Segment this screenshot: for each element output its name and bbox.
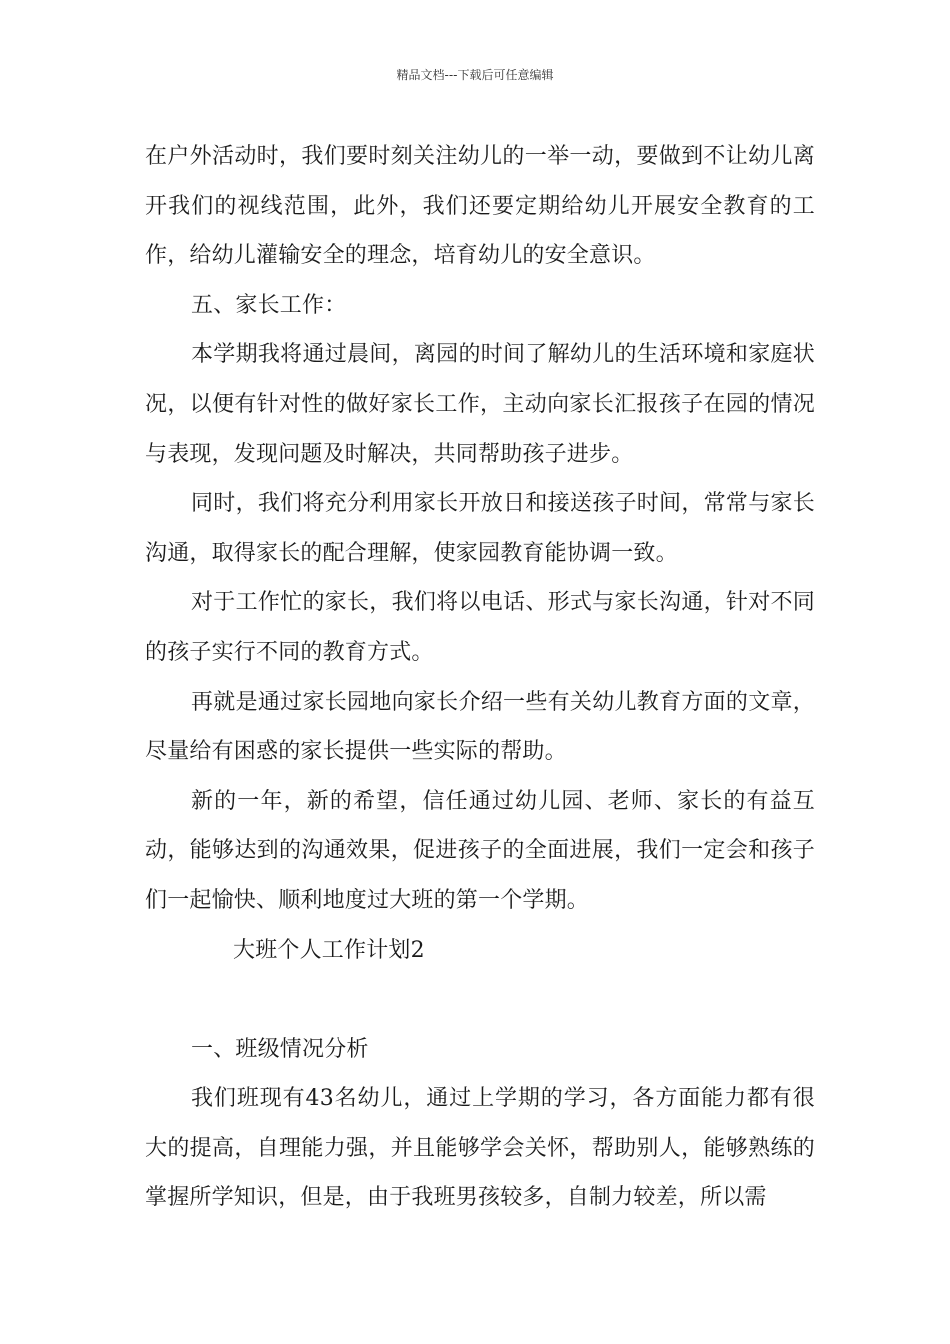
paragraph-parent-work-2: 同时，我们将充分利用家长开放日和接送孩子时间，常常与家长沟通，取得家长的配合理解，使家园教育能协调一致。	[145, 491, 815, 566]
paragraph-parent-work-3: 对于工作忙的家长，我们将以电话、形式与家长沟通，针对不同的孩子实行不同的教育方式。	[145, 590, 815, 665]
blank-line	[145, 975, 815, 1025]
paragraph-new-year: 新的一年，新的希望，信任通过幼儿园、老师、家长的有益互动，能够达到的沟通效果，促进孩子的全面进展，我们一定会和孩子们一起愉快、顺利地度过大班的第一个学期。	[145, 788, 815, 913]
paragraph-parent-work-1: 本学期我将通过晨间，离园的时间了解幼儿的生活环境和家庭状况，以便有针对性的做好家长工作，主动向家长汇报孩子在园的情况与表现，发现问题及时解决，共同帮助孩子进步。	[145, 342, 815, 467]
document-body	[145, 132, 815, 1223]
paragraph-parent-work-4: 再就是通过家长园地向家长介绍一些有关幼儿教育方面的文章，尽量给有困惑的家长提供一些实际的帮助。	[145, 689, 815, 765]
document-title-plan-2: 大班个人工作计划2	[233, 937, 425, 963]
page-header: 精品文档---下载后可任意编辑	[396, 68, 554, 82]
paragraph-safety-continued: 在户外活动时，我们要时刻关注幼儿的一举一动，要做到不让幼儿离开我们的视线范围，此外，我们还要定期给幼儿开展安全教育的工作，给幼儿灌输安全的理念，培育幼儿的安全意识。	[145, 144, 815, 269]
paragraph-class-analysis: 我们班现有43名幼儿，通过上学期的学习，各方面能力都有很大的提高，自理能力强，并且能够学会关怀，帮助别人，能够熟练的掌握所学知识，但是，由于我班男孩较多，自制力较差，所以需	[145, 1086, 815, 1211]
section-heading-class-analysis: 一、班级情况分析	[191, 1036, 369, 1062]
section-heading-parent-work: 五、家长工作：	[191, 292, 347, 318]
